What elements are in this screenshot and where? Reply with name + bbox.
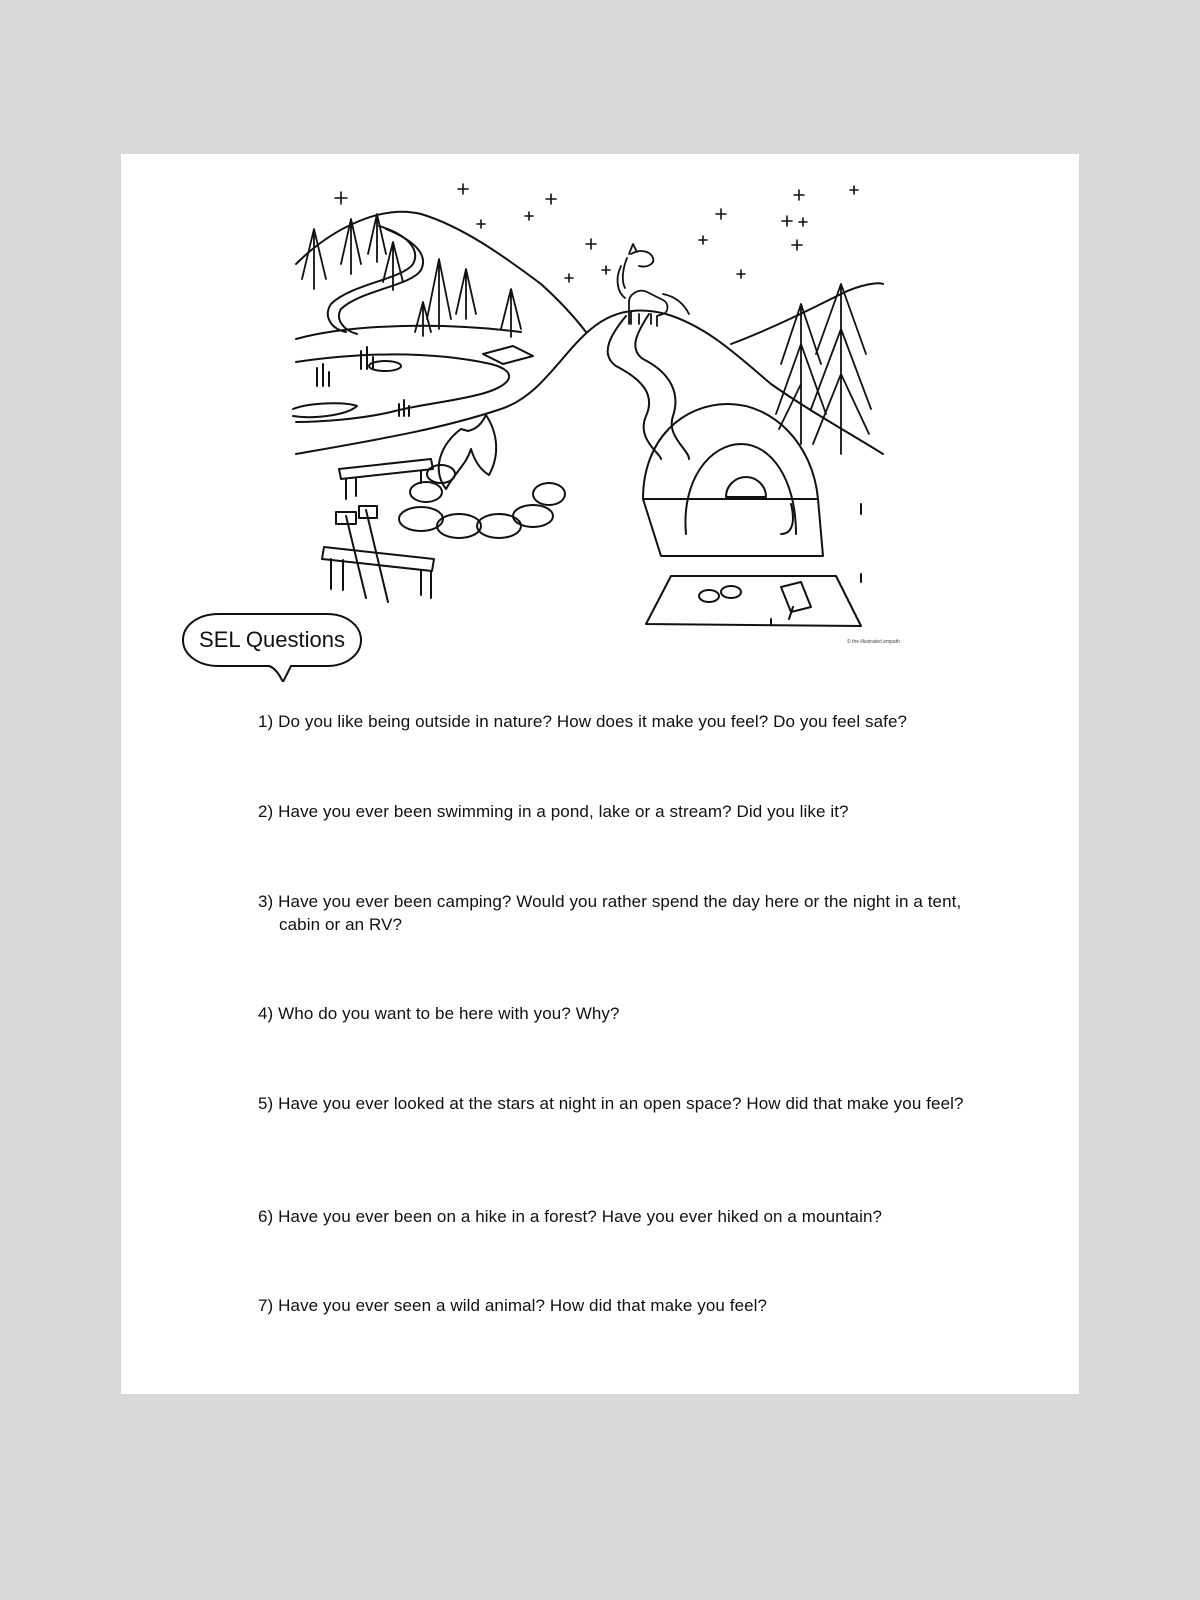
main-hill xyxy=(296,310,883,454)
question-item: 7) Have you ever seen a wild animal? How did that make you feel? xyxy=(258,1296,768,1315)
question-item: 2) Have you ever been swimming in a pond, lake or a stream? Did you like it? xyxy=(258,802,849,821)
camping-scene-illustration xyxy=(121,154,1079,654)
tent-mat xyxy=(646,576,861,626)
stars xyxy=(335,184,858,282)
benches xyxy=(322,459,434,598)
sel-questions-speech-bubble xyxy=(179,610,365,682)
campfire xyxy=(399,415,565,538)
worksheet-page xyxy=(121,154,1079,1394)
question-item: 4) Who do you want to be here with you? Why? xyxy=(258,1004,620,1023)
question-item: 6) Have you ever been on a hike in a forest? Have you ever hiked on a mountain? xyxy=(258,1207,883,1226)
question-item: 1) Do you like being outside in nature? How does it make you feel? Do you feel safe? xyxy=(258,712,908,731)
question-item: 5) Have you ever looked at the stars at night in an open space? How did that make you feel? xyxy=(258,1094,964,1113)
pine-trees-right xyxy=(776,284,871,454)
trail xyxy=(608,316,661,459)
illustration-credit: © the illustrated empath xyxy=(847,639,900,645)
section-heading: SEL Questions xyxy=(199,627,345,652)
question-item: 3) Have you ever been camping? Would you rather spend the day here or the night in a tent, cabin or an RV? xyxy=(258,892,962,934)
tent xyxy=(643,404,823,556)
unicorn xyxy=(618,244,689,326)
lake xyxy=(296,354,509,422)
